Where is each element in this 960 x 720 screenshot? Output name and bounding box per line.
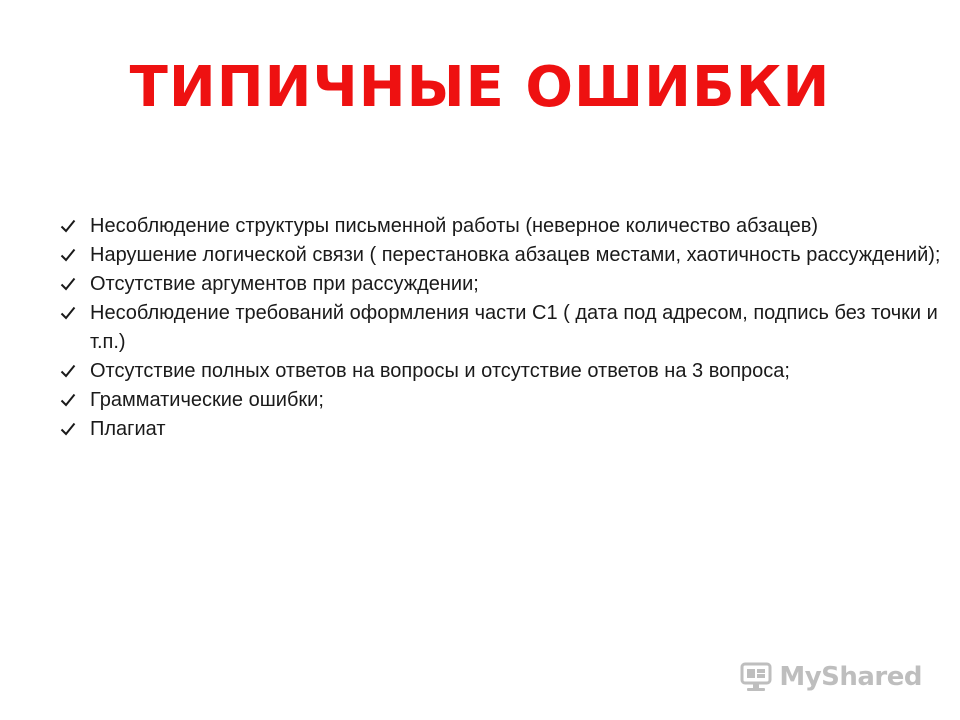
list-item xyxy=(60,386,950,415)
checkmark-icon xyxy=(60,247,76,263)
monitor-logo-icon xyxy=(739,660,773,694)
list-item xyxy=(60,241,950,270)
checkmark-icon xyxy=(60,305,76,321)
checkmark-icon xyxy=(60,421,76,437)
list-item-text: Отсутствие полных ответов на вопросы и отсутствие ответов на 3 вопроса; xyxy=(90,360,790,382)
errors-list xyxy=(60,212,950,444)
list-item xyxy=(60,212,950,241)
watermark-logo[interactable] xyxy=(739,660,922,694)
list-item-text: Несоблюдение структуры письменной работы (неверное количество абзацев) xyxy=(90,215,819,237)
checkmark-icon xyxy=(60,218,76,234)
list-item-text: Отсутствие аргументов при рассуждении; xyxy=(90,273,479,295)
list-item-text: Нарушение логической связи ( перестановка абзацев местами, хаотичность рассуждений); xyxy=(90,244,941,266)
checkmark-icon xyxy=(60,392,76,408)
list-item-text: Грамматические ошибки; xyxy=(90,389,324,411)
list-item xyxy=(60,299,950,357)
list-item xyxy=(60,415,950,444)
watermark-text: MyShared xyxy=(779,662,922,692)
slide-title: ТИПИЧНЫЕ ОШИБКИ xyxy=(129,55,831,120)
checkmark-icon xyxy=(60,363,76,379)
list-item-text: Плагиат xyxy=(90,418,166,440)
checkmark-icon xyxy=(60,276,76,292)
list-item-text: Несоблюдение требований оформления части С1 ( дата под адресом, подпись без точки и т.п.) xyxy=(90,302,938,353)
list-item xyxy=(60,270,950,299)
list-item xyxy=(60,357,950,386)
